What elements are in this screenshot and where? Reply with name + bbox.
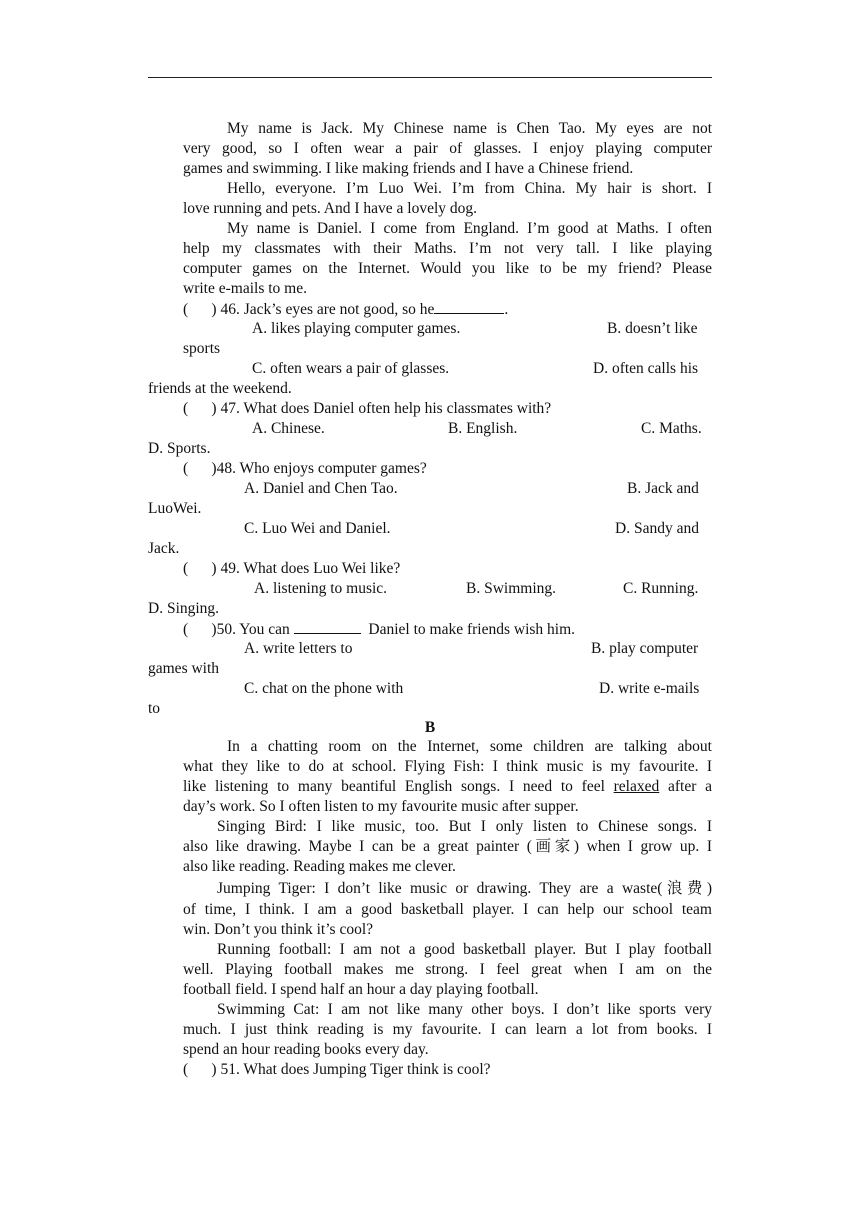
option-d: D. Singing. <box>148 600 220 617</box>
question-46 <box>183 299 508 319</box>
question-51 <box>183 1060 491 1080</box>
answer-paren[interactable]: ( ) <box>183 460 217 477</box>
answer-paren[interactable]: ( ) <box>183 621 217 638</box>
passage-b-line: football field. I spend half an hour a day playing football. <box>183 981 539 998</box>
option-b: B. English. <box>448 420 518 437</box>
passage-b-line: win. Don’t you think it’s cool? <box>183 921 374 938</box>
passage-b-line: Running football: I am not a good basketball player. But I play football <box>217 941 712 958</box>
passage-b-line: Swimming Cat: I am not like many other boys. I don’t like sports very <box>217 1001 712 1018</box>
question-stem: 49. What does Luo Wei like? <box>220 560 401 577</box>
answer-paren[interactable]: ( ) <box>183 1061 217 1078</box>
passage-b-line: day’s work. So I often listen to my favourite music after supper. <box>183 798 579 815</box>
passage-b-line: Singing Bird: I like music, too. But I only listen to Chinese songs. I <box>217 818 712 835</box>
passage-b-line: like listening to many beantiful English songs. I need to feel relaxed after a <box>183 778 713 795</box>
option-a: A. likes playing computer games. <box>252 320 461 337</box>
option-c: C. Luo Wei and Daniel. <box>244 520 391 537</box>
question-50 <box>183 619 575 639</box>
header-rule <box>148 77 712 78</box>
question-stem: 46. Jack’s eyes are not good, so he <box>220 301 435 318</box>
question-stem: 48. Who enjoys computer games? <box>216 460 427 477</box>
question-end: . <box>504 301 509 318</box>
passage-a-line: write e-mails to me. <box>183 280 307 297</box>
option-a: A. write letters to <box>244 640 353 657</box>
option-b: B. Jack and <box>627 480 699 497</box>
passage-a-line: My name is Daniel. I come from England. I’m good at Maths. I often <box>227 220 712 237</box>
option-d-wrap: Jack. <box>148 540 180 557</box>
option-d-wrap: friends at the weekend. <box>148 380 292 397</box>
passage-b-line: much. I just think reading is my favourite. I can learn a lot from books. I <box>183 1021 712 1038</box>
option-b-wrap: sports <box>183 340 221 357</box>
option-b: B. play computer <box>591 640 699 657</box>
passage-b-line: well. Playing football makes me strong. I feel great when I am on the <box>183 961 712 978</box>
passage-b-line: of time, I think. I am a good basketball player. I can help our school team <box>183 901 712 918</box>
option-d: D. write e-mails <box>599 680 700 697</box>
passage-b-line: also like drawing. Maybe I can be a great painter (画家) when I grow up. I <box>183 838 712 855</box>
answer-paren[interactable]: ( ) <box>183 560 217 577</box>
passage-b-line: Jumping Tiger: I don’t like music or drawing. They are a waste(浪费) <box>217 880 712 897</box>
passage-a-line: love running and pets. And I have a lovely dog. <box>183 200 478 217</box>
option-d: D. Sports. <box>148 440 211 457</box>
answer-paren[interactable]: ( ) <box>183 301 217 318</box>
option-b-wrap: games with <box>148 660 220 677</box>
option-c: C. often wears a pair of glasses. <box>252 360 450 377</box>
option-a: A. Chinese. <box>252 420 325 437</box>
option-b-wrap: LuoWei. <box>148 500 202 517</box>
question-stem: 47. What does Daniel often help his classmates with? <box>220 400 552 417</box>
question-stem-post: Daniel to make friends wish him. <box>368 621 576 638</box>
question-stem: 50. You can <box>216 621 290 638</box>
answer-blank[interactable] <box>434 299 504 314</box>
question-48 <box>183 459 427 479</box>
passage-b-line: what they like to do at school. Flying Fish: I think music is my favourite. I <box>183 758 712 775</box>
answer-paren[interactable]: ( ) <box>183 400 217 417</box>
option-b: B. doesn’t like <box>607 320 698 337</box>
passage-b-line: also like reading. Reading makes me clever. <box>183 858 456 875</box>
option-a: A. Daniel and Chen Tao. <box>244 480 398 497</box>
option-c: C. chat on the phone with <box>244 680 404 697</box>
option-b: B. Swimming. <box>466 580 557 597</box>
passage-a-line: My name is Jack. My Chinese name is Chen Tao. My eyes are not <box>227 120 712 137</box>
underlined-word: relaxed <box>613 778 660 795</box>
passage-a-line: help my classmates with their Maths. I’m not very tall. I like playing <box>183 240 712 257</box>
passage-a-line: computer games on the Internet. Would you like to be my friend? Please <box>183 260 712 277</box>
passage-a-line: Hello, everyone. I’m Luo Wei. I’m from China. My hair is short. I <box>227 180 712 197</box>
passage-b-line: spend an hour reading books every day. <box>183 1041 429 1058</box>
option-d: D. Sandy and <box>615 520 699 537</box>
passage-b-line: In a chatting room on the Internet, some children are talking about <box>227 738 712 755</box>
option-a: A. listening to music. <box>254 580 388 597</box>
section-heading: B <box>424 719 436 736</box>
option-c: C. Running. <box>623 580 699 597</box>
option-d-wrap: to <box>148 700 161 717</box>
option-d: D. often calls his <box>593 360 699 377</box>
question-49 <box>183 559 400 579</box>
question-47 <box>183 399 551 419</box>
passage-a-line: games and swimming. I like making friends and I have a Chinese friend. <box>183 160 634 177</box>
option-c: C. Maths. <box>641 420 702 437</box>
question-stem: 51. What does Jumping Tiger think is cool? <box>220 1061 491 1078</box>
passage-a-line: very good, so I often wear a pair of glasses. I enjoy playing computer <box>183 140 712 157</box>
answer-blank[interactable] <box>294 619 361 634</box>
